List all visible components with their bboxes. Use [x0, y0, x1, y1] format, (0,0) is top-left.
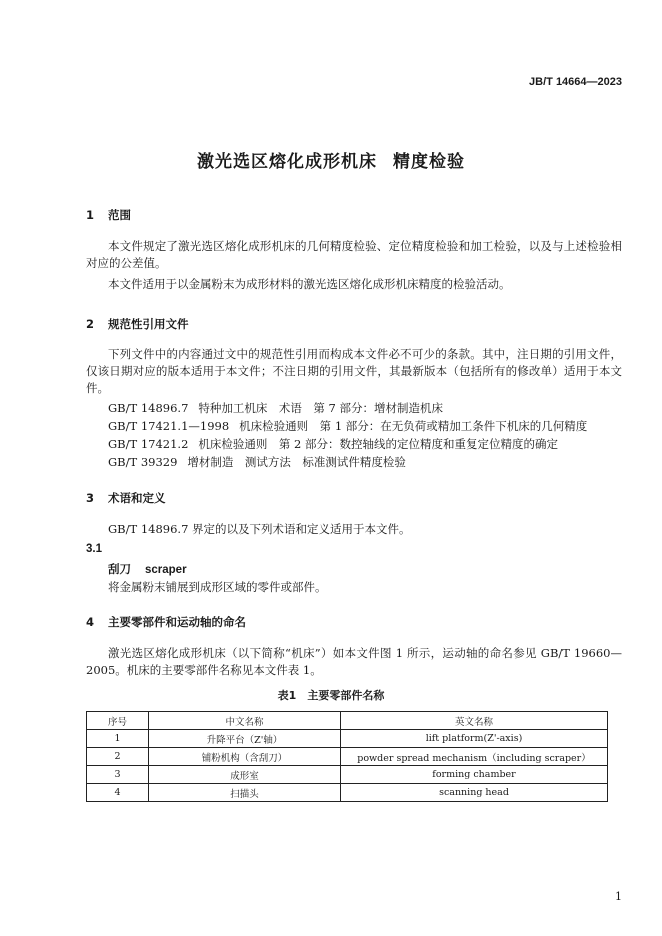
- reference-item: GB/T 14896.7 特种加工机床 术语 第 7 部分：增材制造机床: [108, 401, 444, 415]
- document-title: [0, 147, 662, 172]
- table-cell: 3: [87, 766, 149, 784]
- references-intro-paragraph: 下列文件中的内容通过文中的规范性引用而构成本文件必不可少的条款。其中，注日期的引用文件，仅该日期对应的版本适用于本文件；不注日期的引用文件，其最新版本（包括所有的修改单）适用于本文件。: [86, 347, 622, 395]
- title-main: 激光选区熔化成形机床: [197, 152, 377, 172]
- title-sub: 精度检验: [393, 152, 465, 172]
- terms-intro-paragraph: GB/T 14896.7 界定的以及下列术语和定义适用于本文件。: [108, 522, 411, 536]
- table-cell: 1: [87, 730, 149, 748]
- components-paragraph: 激光选区熔化成形机床（以下简称“机床”）如本文件图 1 所示，运动轴的命名参见 GB/T 19660—2005。机床的主要零部件名称见本文件表 1。: [86, 646, 622, 677]
- standard-number: JB/T 14664—2023: [529, 76, 622, 88]
- table-row: [87, 784, 608, 802]
- page-number: 1: [615, 890, 622, 903]
- table-cell: lift platform(Z'-axis): [341, 730, 608, 748]
- table-cell: 扫描头: [149, 784, 341, 802]
- reference-item: GB/T 17421.1—1998 机床检验通则 第 1 部分：在无负荷或精加工条件下机床的几何精度: [108, 419, 588, 433]
- section-heading-normative-references: 2 规范性引用文件: [86, 317, 189, 331]
- table-header-cell: 中文名称: [149, 712, 341, 730]
- table-cell: forming chamber: [341, 766, 608, 784]
- table-cell: 升降平台（Z'轴）: [149, 730, 341, 748]
- term-zh: 刮刀: [108, 562, 131, 576]
- table-row: [87, 730, 608, 748]
- term-name: [108, 561, 187, 577]
- table-row: [87, 748, 608, 766]
- table-header-cell: 序号: [87, 712, 149, 730]
- table-header-row: [87, 712, 608, 730]
- table-row: [87, 766, 608, 784]
- table-cell: scanning head: [341, 784, 608, 802]
- table-cell: 铺粉机构（含刮刀）: [149, 748, 341, 766]
- scope-paragraph-2: 本文件适用于以金属粉末为成形材料的激光选区熔化成形机床精度的检验活动。: [108, 277, 511, 291]
- section-heading-components: 4 主要零部件和运动轴的命名: [86, 615, 246, 629]
- table-cell: powder spread mechanism（including scraper）: [341, 748, 608, 766]
- table-cell: 4: [87, 784, 149, 802]
- section-heading-terms: 3 术语和定义: [86, 491, 166, 505]
- scope-paragraph-1: 本文件规定了激光选区熔化成形机床的几何精度检验、定位精度检验和加工检验，以及与上述检验相对应的公差值。: [86, 239, 622, 270]
- term-number: 3.1: [86, 543, 102, 555]
- section-heading-scope: 1 范围: [86, 208, 131, 222]
- table-cell: 2: [87, 748, 149, 766]
- table-cell: 成形室: [149, 766, 341, 784]
- term-definition: 将金属粉末铺展到成形区域的零件或部件。: [108, 580, 327, 594]
- term-en: scraper: [145, 564, 187, 576]
- table-header-cell: 英文名称: [341, 712, 608, 730]
- components-table: [86, 711, 608, 802]
- reference-item: GB/T 17421.2 机床检验通则 第 2 部分：数控轴线的定位精度和重复定位精度的确定: [108, 437, 559, 451]
- reference-item: GB/T 39329 增材制造 测试方法 标准测试件精度检验: [108, 455, 406, 469]
- table-caption: 表1 主要零部件名称: [277, 689, 385, 702]
